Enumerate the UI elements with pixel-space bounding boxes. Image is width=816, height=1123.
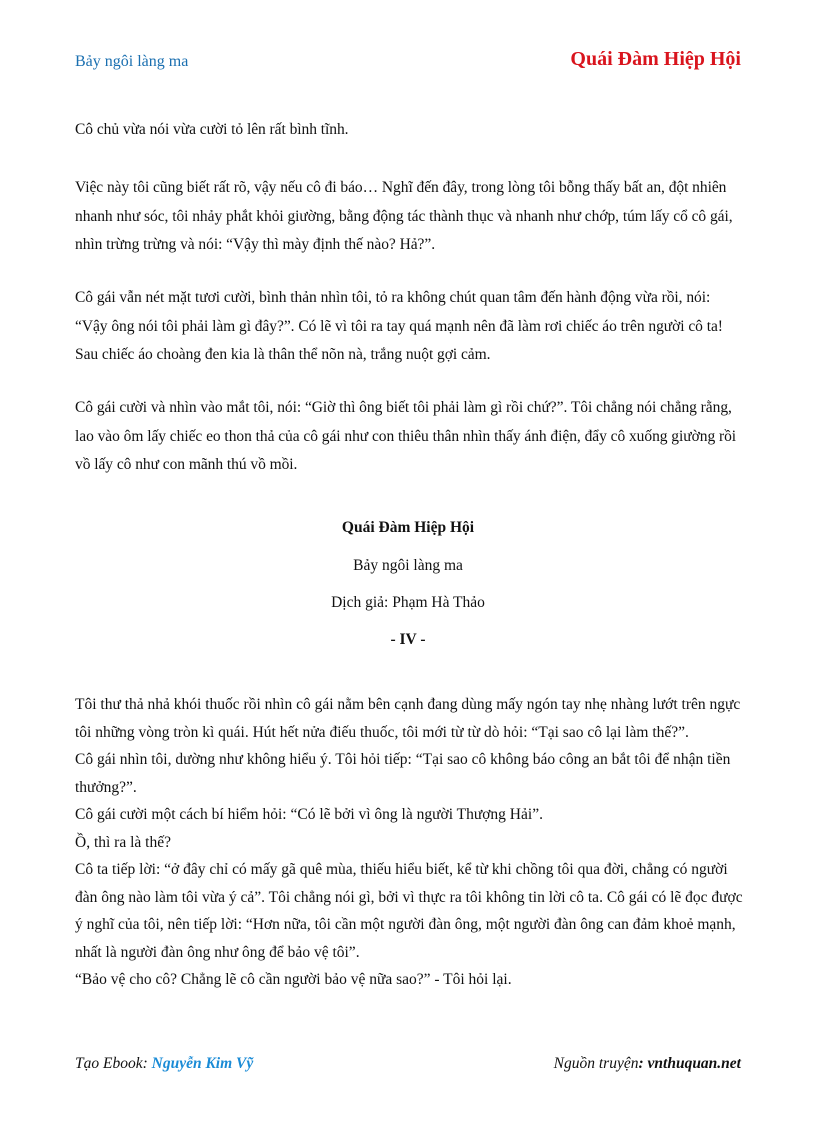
header-book-subtitle: Bảy ngôi làng ma [75, 53, 189, 70]
paragraph-3: Cô gái vẫn nét mặt tươi cười, bình thản nhìn tôi, tỏ ra không chút quan tâm đến hành động vừa rồi, nói: “Vậy ông nói tôi phải làm gì đây?”. Có lẽ vì tôi ra tay quá mạnh nên đã làm rơi chiếc áo trên người cô ta! Sau chiếc áo choàng đen kia là thân thể nõn nà, trắng nuột gợi cảm. [75, 289, 723, 363]
body-line: “Bảo vệ cho cô? Chẳng lẽ cô cần người bảo vệ nữa sao?” - Tôi hỏi lại. [75, 971, 512, 988]
footer-ebook-name: Nguyễn Kim Vỹ [151, 1055, 254, 1072]
footer-source-credit [554, 1055, 741, 1073]
body-line: Cô gái nhìn tôi, dường như không hiểu ý. Tôi hỏi tiếp: “Tại sao cô không báo công an bắt tôi để nhận tiền thưởng?”. [75, 751, 731, 796]
footer-source-site[interactable]: vnthuquan.net [647, 1055, 741, 1072]
footer-source-label: Nguồn truyện [553, 1055, 639, 1072]
chapter-book-title: Quái Đàm Hiệp Hội [341, 519, 475, 536]
paragraph-2: Việc này tôi cũng biết rất rõ, vậy nếu cô đi báo… Nghĩ đến đây, trong lòng tôi bỗng thấy bất an, đột nhiên nhanh như sóc, tôi nhảy phắt khỏi giường, bằng động tác thành thục và nhanh như chớp, túm lấy cổ cô gái, nhìn trừng trừng và nói: “Vậy thì mày định thế nào? Hả?”. [75, 179, 733, 253]
page-header [75, 48, 741, 78]
paragraph-1: Cô chủ vừa nói vừa cười tỏ lên rất bình tĩnh. [75, 121, 349, 138]
chapter-translator: Dịch giả: Phạm Hà Thảo [331, 594, 485, 611]
page-footer [75, 1055, 741, 1077]
chapter-body [75, 691, 745, 994]
footer-source-separator: : [638, 1055, 648, 1072]
chapter-subtitle: Bảy ngôi làng ma [353, 557, 463, 574]
body-line: Ồ, thì ra là thế? [75, 833, 171, 851]
footer-ebook-separator: : [142, 1055, 152, 1072]
chapter-number: - IV - [390, 631, 426, 648]
paragraph-4: Cô gái cười và nhìn vào mắt tôi, nói: “Giờ thì ông biết tôi phải làm gì rồi chứ?”. Tôi chẳng nói chẳng rằng, lao vào ôm lấy chiếc eo thon thả của cô gái như con thiêu thân nhìn thấy ánh điện, đẩy cô xuống giường rồi vồ lấy cô như con mãnh thú vồ mồi. [75, 399, 737, 473]
footer-ebook-label: Tạo Ebook [75, 1055, 143, 1072]
body-line: Cô ta tiếp lời: “ở đây chỉ có mấy gã quê mùa, thiếu hiểu biết, kể từ khi chồng tôi qua đời, chẳng có người đàn ông nào làm tôi vừa ý cả”. Tôi chẳng nói gì, bởi vì thực ra tôi không tin lời cô ta. Cô gái có lẽ đọc được ý nghĩ của tôi, nên tiếp lời: “Hơn nữa, tôi cần một người đàn ông, một người đàn ông can đảm khoẻ mạnh, nhất là người đàn ông như ông để bảo vệ tôi”. [75, 861, 743, 961]
footer-ebook-credit [75, 1055, 253, 1073]
body-line: Tôi thư thả nhả khói thuốc rồi nhìn cô gái nằm bên cạnh đang dùng mấy ngón tay nhẹ nhàng lướt trên ngực tôi những vòng tròn kì quái. Hút hết nửa điếu thuốc, tôi mới từ từ dò hỏi: “Tại sao cô lại làm thế?”. [75, 696, 741, 741]
header-book-title: Quái Đàm Hiệp Hội [570, 48, 741, 70]
body-line: Cô gái cười một cách bí hiểm hỏi: “Có lẽ bởi vì ông là người Thượng Hải”. [75, 806, 543, 823]
